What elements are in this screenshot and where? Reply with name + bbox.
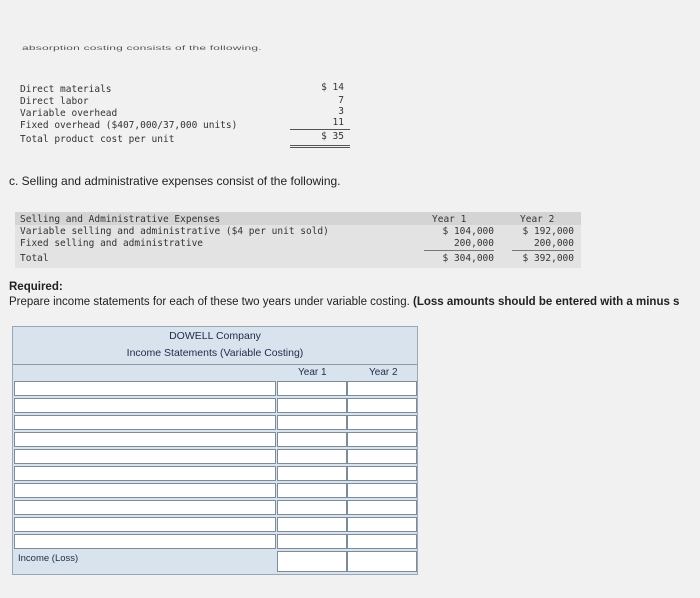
sga-row-label: Variable selling and administrative ($4 per unit sold) — [20, 226, 329, 237]
sga-row-y1: 200,000 — [453, 238, 494, 249]
total-double-rule — [290, 147, 350, 148]
year2-amount-input[interactable] — [347, 415, 417, 430]
company-name: DOWELL Company — [169, 330, 261, 342]
required-text: Prepare income statements for each of these two years under variable costing. — [9, 296, 410, 308]
statement-label-input[interactable] — [14, 415, 276, 430]
header-divider — [13, 364, 417, 365]
year2-amount-input[interactable] — [347, 432, 417, 447]
cost-label: Fixed overhead ($407,000/37,000 units) — [20, 120, 238, 131]
statement-title: Income Statements (Variable Costing) — [126, 347, 304, 359]
year2-amount-input[interactable] — [347, 466, 417, 481]
statement-label-input[interactable] — [14, 517, 276, 532]
cost-total-value: $ 35 — [321, 131, 344, 142]
year2-amount-input[interactable] — [347, 398, 417, 413]
year1-amount-input[interactable] — [277, 381, 347, 396]
statement-label-input[interactable] — [14, 449, 276, 464]
required-instructions — [9, 296, 679, 308]
statement-label-input[interactable] — [14, 483, 276, 498]
required-note: (Loss amounts should be entered with a minus s — [413, 296, 680, 308]
sga-row-label: Fixed selling and administrative — [20, 238, 204, 249]
required-heading: Required: — [9, 281, 63, 293]
year1-amount-input[interactable] — [277, 466, 347, 481]
year1-amount-input[interactable] — [277, 551, 347, 572]
statement-label-input[interactable] — [14, 398, 276, 413]
year2-amount-input[interactable] — [347, 381, 417, 396]
sga-rule — [424, 250, 494, 251]
intro-cutoff-text: absorption costing consists of the following. — [22, 44, 262, 52]
col-header-year1: Year 1 — [298, 367, 327, 378]
statement-label-input[interactable] — [14, 432, 276, 447]
year2-amount-input[interactable] — [347, 517, 417, 532]
statement-label-input[interactable] — [14, 466, 276, 481]
year1-amount-input[interactable] — [277, 534, 347, 549]
year2-amount-input[interactable] — [347, 551, 417, 572]
sga-total-y2: $ 392,000 — [522, 253, 574, 264]
cost-value: 3 — [338, 106, 344, 117]
cost-value: $ 14 — [321, 82, 344, 93]
sga-row-y2: 200,000 — [533, 238, 574, 249]
sga-rule — [512, 250, 574, 251]
year1-amount-input[interactable] — [277, 483, 347, 498]
statement-label-input[interactable] — [14, 500, 276, 515]
cost-value: 11 — [332, 117, 344, 128]
col-header-year2: Year 2 — [369, 367, 398, 378]
cost-total-label: Total product cost per unit — [20, 134, 175, 145]
sga-row-y1: $ 104,000 — [442, 226, 494, 237]
sga-row-y2: $ 192,000 — [522, 226, 574, 237]
cost-label: Direct labor — [20, 96, 89, 107]
year1-amount-input[interactable] — [277, 415, 347, 430]
sga-col-year1: Year 1 — [432, 214, 467, 225]
cost-value: 7 — [338, 95, 344, 106]
sga-total-y1: $ 304,000 — [442, 253, 494, 264]
year2-amount-input[interactable] — [347, 449, 417, 464]
statement-label-input[interactable] — [14, 534, 276, 549]
sga-col-year2: Year 2 — [520, 214, 555, 225]
subtotal-rule — [290, 129, 350, 130]
section-c-heading: c. Selling and administrative expenses consist of the following. — [9, 174, 341, 188]
sga-header: Selling and Administrative Expenses — [20, 214, 221, 225]
year1-amount-input[interactable] — [277, 398, 347, 413]
year2-amount-input[interactable] — [347, 483, 417, 498]
year2-amount-input[interactable] — [347, 534, 417, 549]
statement-label-input[interactable] — [14, 381, 276, 396]
income-loss-label: Income (Loss) — [18, 553, 79, 564]
year1-amount-input[interactable] — [277, 517, 347, 532]
year2-amount-input[interactable] — [347, 500, 417, 515]
sga-total-label: Total — [20, 253, 49, 264]
year1-amount-input[interactable] — [277, 432, 347, 447]
year1-amount-input[interactable] — [277, 449, 347, 464]
cost-label: Direct materials — [20, 84, 112, 95]
cost-label: Variable overhead — [20, 108, 118, 119]
year1-amount-input[interactable] — [277, 500, 347, 515]
total-double-rule — [290, 145, 350, 146]
